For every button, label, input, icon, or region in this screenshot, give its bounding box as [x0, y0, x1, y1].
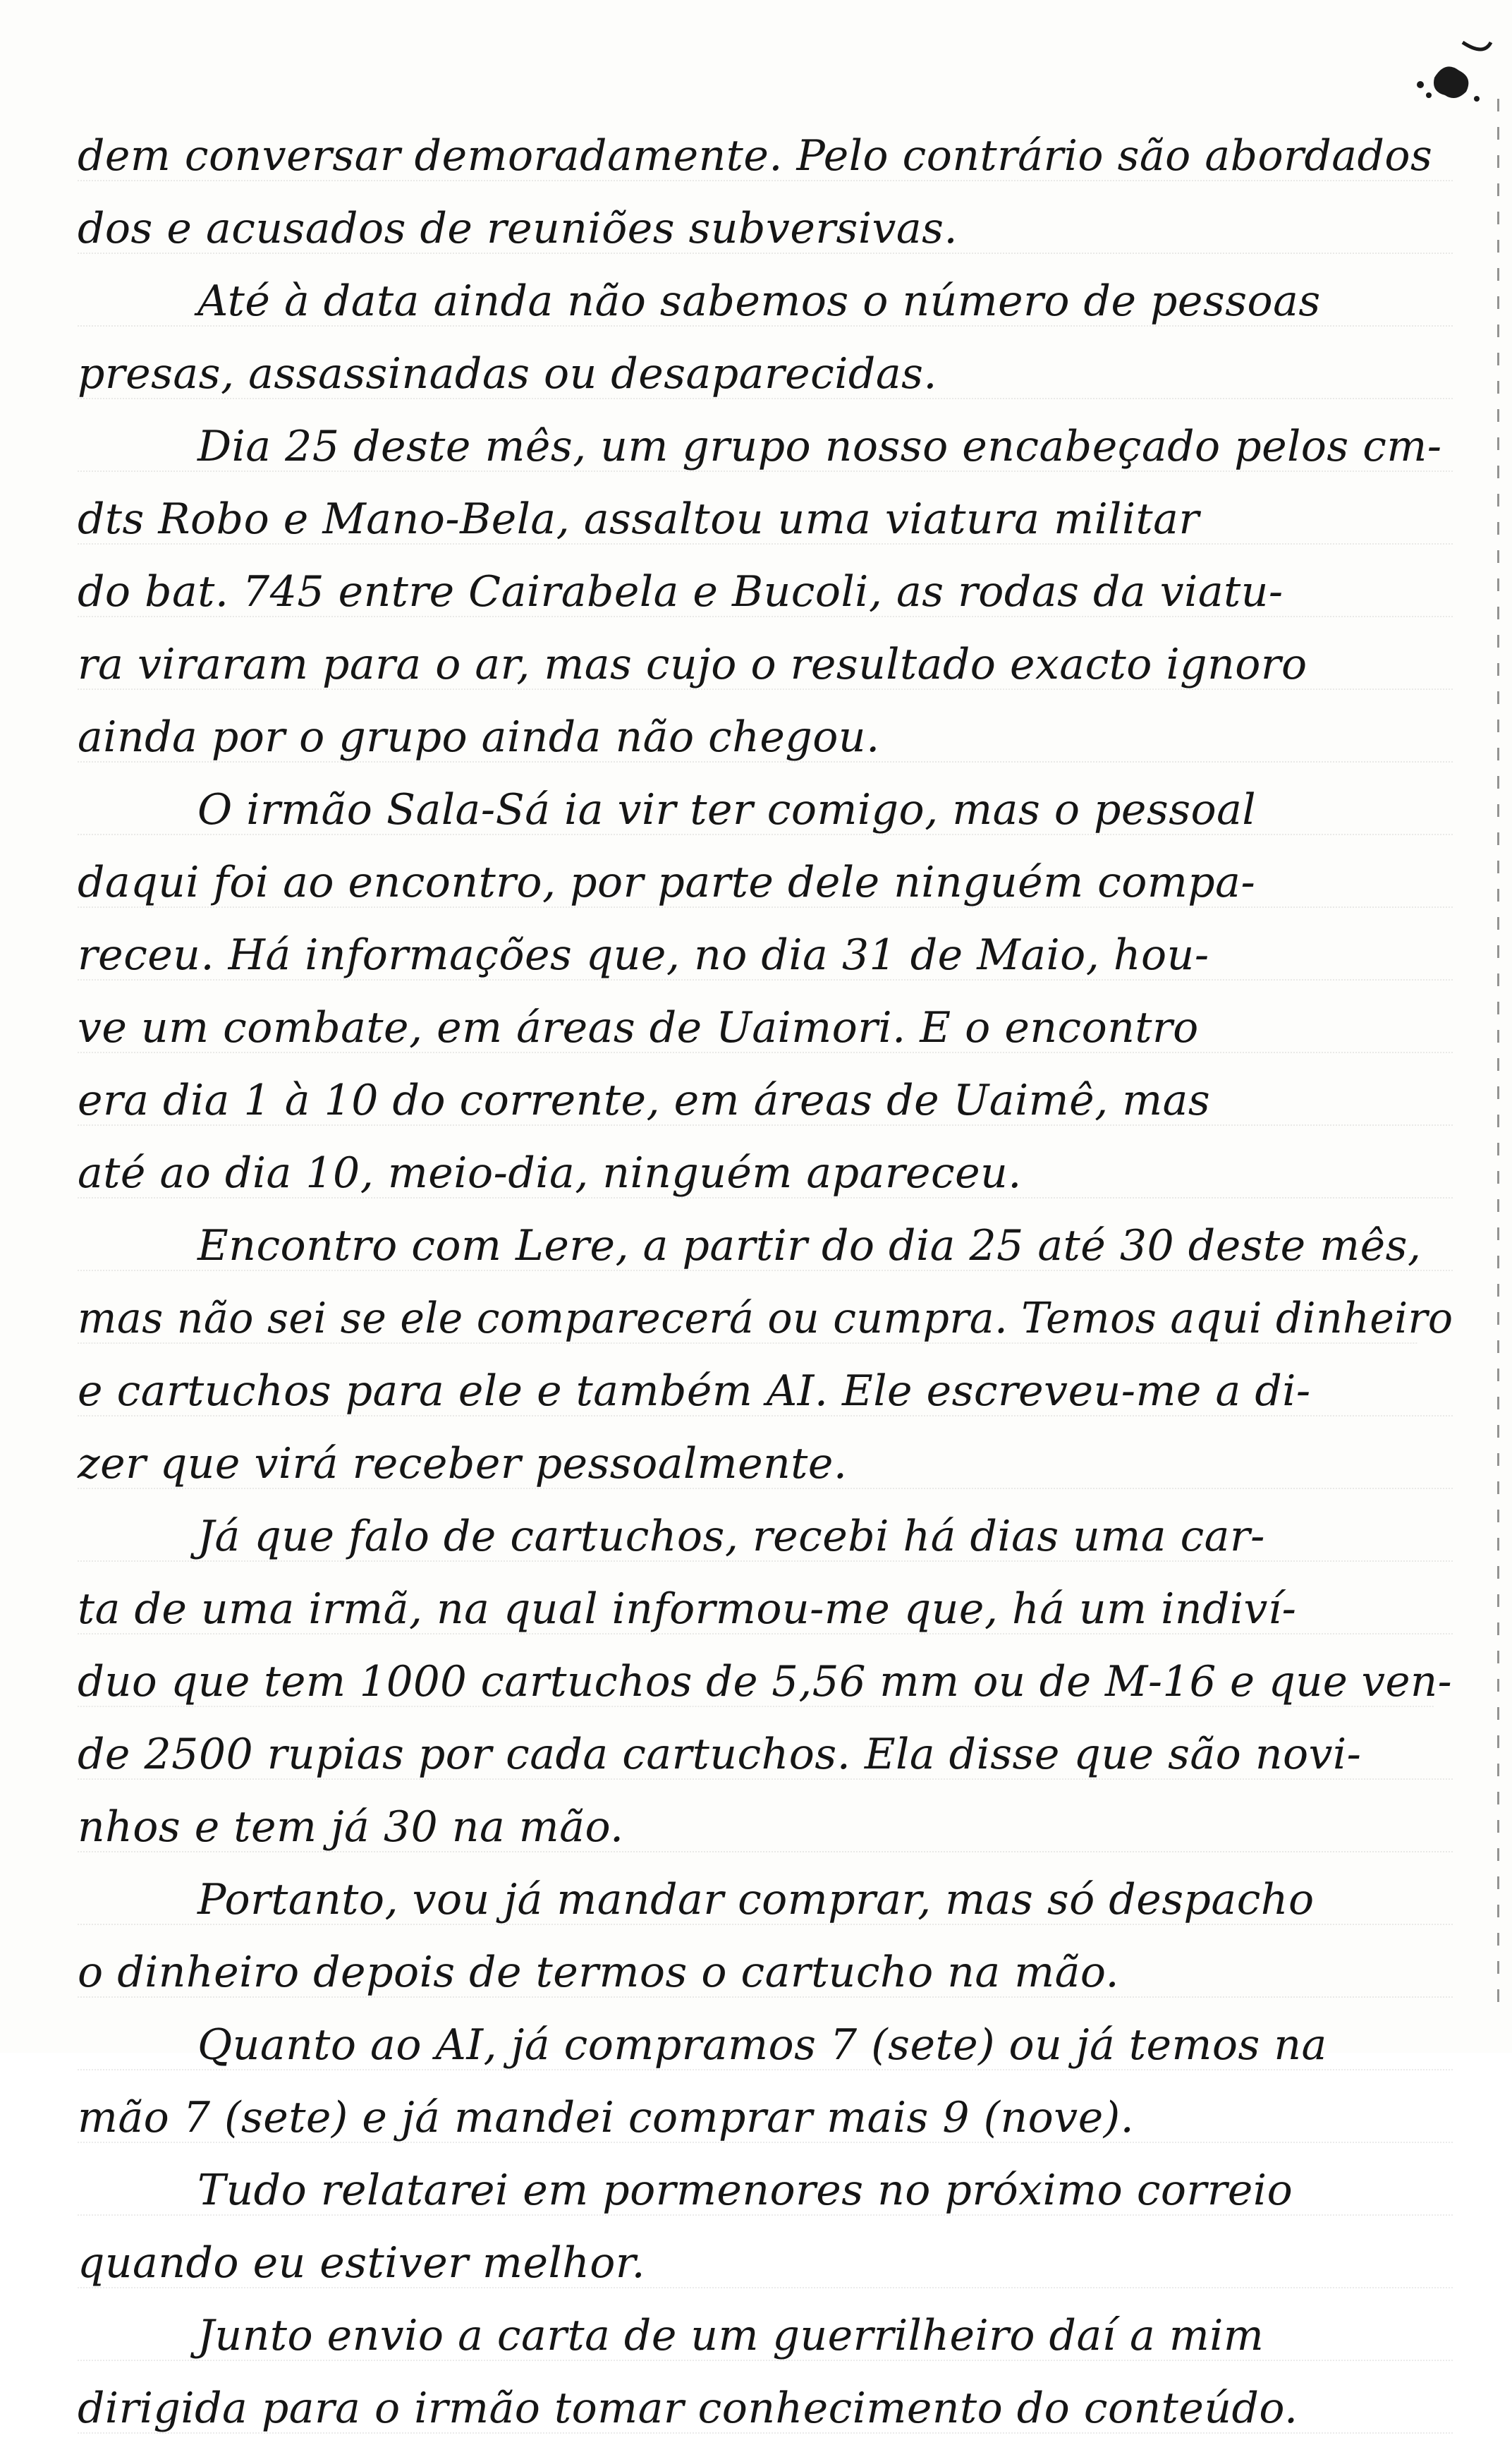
handwritten-line [78, 1936, 1453, 2009]
dotted-guide-line [78, 1488, 1453, 1489]
handwritten-line [78, 193, 1453, 265]
line-text: Dia 25 deste mês, um grupo nosso encabeçado pelos cm- [197, 422, 1442, 471]
dotted-guide-line [78, 616, 1453, 617]
line-text: zer que virá receber pessoalmente. [78, 1439, 848, 1488]
ink-blot-mark [1392, 28, 1498, 113]
dotted-guide-line [78, 325, 1453, 327]
handwritten-line [78, 1064, 1453, 1137]
handwritten-line [78, 411, 1453, 483]
dotted-guide-line [78, 979, 1453, 981]
handwritten-line [78, 919, 1453, 992]
dotted-guide-line [78, 1706, 1434, 1707]
handwritten-line [78, 2082, 1453, 2154]
handwritten-line [78, 1864, 1453, 1936]
handwritten-line [78, 2372, 1453, 2445]
dotted-guide-line [78, 1851, 1453, 1852]
dotted-guide-line [78, 761, 1453, 763]
line-text: ve um combate, em áreas de Uaimori. E o encontro [78, 1003, 1199, 1052]
line-text: de 2500 rupias por cada cartuchos. Ela disse que são novi- [78, 1730, 1362, 1779]
dotted-guide-line [78, 2214, 1453, 2216]
dotted-guide-line [78, 2142, 1453, 2143]
dotted-guide-line [78, 2287, 1453, 2288]
handwritten-line [78, 1791, 1453, 1864]
dotted-guide-line [78, 543, 1453, 545]
page-edge-shadow [1497, 99, 1499, 2003]
line-text: mão 7 (sete) e já mandei comprar mais 9 (nove). [78, 2093, 1135, 2142]
line-text: Já que falo de cartuchos, recebi há dias uma car- [197, 1512, 1265, 1561]
handwritten-line [78, 2300, 1453, 2372]
handwritten-line [78, 1500, 1453, 1573]
line-text: o dinheiro depois de termos o cartucho na mão. [78, 1948, 1120, 1997]
handwritten-line [78, 556, 1453, 629]
dotted-guide-line [78, 253, 1453, 254]
line-text: duo que tem 1000 cartuchos de 5,56 mm ou de M-16 e que ven- [78, 1657, 1453, 1706]
handwritten-line [78, 483, 1453, 556]
dotted-guide-line [78, 1124, 1453, 1126]
dotted-guide-line [78, 1270, 1453, 1271]
line-text: Junto envio a carta de um guerrilheiro daí a mim [197, 2311, 1264, 2360]
line-text: mas não sei se ele comparecerá ou cumpra. Temos aqui dinheiro [78, 1294, 1453, 1343]
dotted-guide-line [78, 1560, 1453, 1562]
line-text: Até à data ainda não sabemos o número de pessoas [197, 277, 1321, 326]
dotted-guide-line [78, 834, 1453, 835]
line-text: era dia 1 à 10 do corrente, em áreas de Uaimê, mas [78, 1076, 1211, 1125]
dotted-guide-line [78, 2360, 1453, 2361]
handwritten-line [78, 1210, 1453, 1282]
dotted-guide-line [78, 906, 1453, 908]
dotted-guide-line [78, 1197, 1453, 1199]
line-text: dem conversar demoradamente. Pelo contrário são abordados [78, 131, 1433, 181]
handwritten-line [78, 1646, 1453, 1718]
handwritten-line [78, 1355, 1453, 1428]
dotted-guide-line [78, 180, 1453, 181]
line-text: dts Robo e Mano-Bela, assaltou uma viatura militar [78, 495, 1200, 544]
line-text: quando eu estiver melhor. [78, 2238, 646, 2288]
handwritten-line [78, 1428, 1453, 1500]
handwritten-line [78, 120, 1453, 193]
line-text: ra viraram para o ar, mas cujo o resultado exacto ignoro [78, 640, 1307, 689]
handwritten-line [78, 992, 1453, 1064]
line-text: e cartuchos para ele e também AI. Ele escreveu-me a di- [78, 1366, 1311, 1416]
handwritten-line [78, 338, 1453, 411]
line-text: ainda por o grupo ainda não chegou. [78, 712, 880, 762]
line-text: dos e acusados de reuniões subversivas. [78, 204, 958, 253]
line-text: Quanto ao AI, já compramos 7 (sete) ou já temos na [197, 2020, 1327, 2070]
handwritten-line [78, 2009, 1453, 2082]
line-text: Tudo relatarei em pormenores no próximo correio [197, 2166, 1293, 2215]
line-text: daqui foi ao encontro, por parte dele ninguém compa- [78, 858, 1256, 907]
line-text: nhos e tem já 30 na mão. [78, 1802, 624, 1852]
dotted-guide-line [78, 1415, 1453, 1416]
line-text: ta de uma irmã, na qual informou-me que, há um indiví- [78, 1584, 1297, 1634]
line-text: Encontro com Lere, a partir do dia 25 até 30 deste mês, [197, 1221, 1422, 1270]
handwritten-line [78, 1137, 1453, 1210]
handwritten-line [78, 2227, 1453, 2300]
dotted-guide-line [78, 1996, 1453, 1998]
line-text: até ao dia 10, meio-dia, ninguém apareceu. [78, 1148, 1022, 1198]
dotted-guide-line [78, 2069, 1453, 2070]
handwritten-line [78, 265, 1453, 338]
dotted-guide-line [78, 1052, 1453, 1053]
letter-body [78, 120, 1453, 2445]
dotted-guide-line [78, 471, 1453, 472]
handwritten-line [78, 1573, 1453, 1646]
line-text: Portanto, vou já mandar comprar, mas só despacho [197, 1875, 1315, 1924]
dotted-guide-line [78, 1778, 1453, 1780]
handwritten-line [78, 847, 1453, 919]
line-text: receu. Há informações que, no dia 31 de Maio, hou- [78, 930, 1209, 980]
handwritten-line [78, 2154, 1453, 2227]
line-text: presas, assassinadas ou desaparecidas. [78, 349, 937, 399]
handwritten-line [78, 701, 1453, 774]
handwritten-line [78, 1282, 1453, 1355]
line-text: do bat. 745 entre Cairabela e Bucoli, as rodas da viatu- [78, 567, 1284, 617]
dotted-guide-line [78, 1924, 1453, 1925]
handwritten-line [78, 774, 1453, 847]
handwritten-line [78, 629, 1453, 701]
dotted-guide-line [78, 1342, 1417, 1344]
dotted-guide-line [78, 1633, 1453, 1634]
line-text: dirigida para o irmão tomar conhecimento do conteúdo. [78, 2384, 1298, 2433]
line-text: O irmão Sala-Sá ia vir ter comigo, mas o pessoal [197, 785, 1257, 835]
dotted-guide-line [78, 2432, 1453, 2434]
handwritten-line [78, 1718, 1453, 1791]
dotted-guide-line [78, 688, 1453, 690]
dotted-guide-line [78, 398, 1453, 399]
